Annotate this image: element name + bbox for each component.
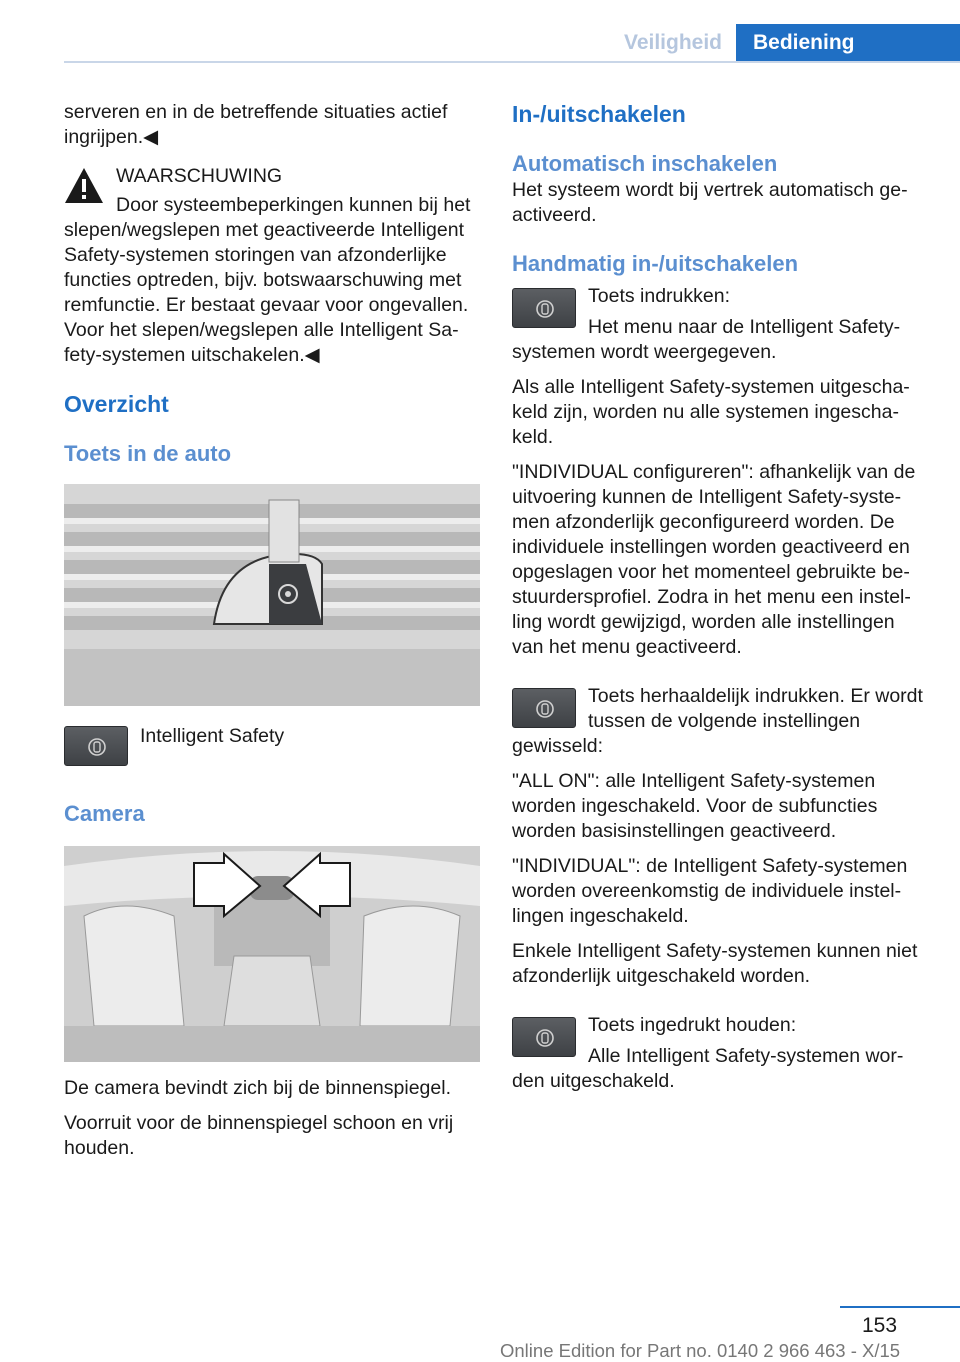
heading-automatisch-inschakelen: Automatisch inschakelen (512, 151, 778, 176)
intelligent-safety-icon (87, 737, 107, 757)
hold-title: Toets ingedrukt houden: (588, 1014, 797, 1036)
press-title: Toets indrukken: (588, 285, 730, 307)
heading-handmatig: Handmatig in-/uitschakelen (512, 251, 799, 276)
camera-clean-text: Voorruit voor de binnenspiegel schoon en vrij houden. (64, 1112, 454, 1159)
header-rule (64, 61, 960, 63)
all-off-text: Als alle Intelligent Safety-systemen uitgescha-keld zijn, worden nu alle systemen ingescha-keld. (512, 376, 910, 448)
button-image-repeat (512, 688, 576, 728)
button-image-press (512, 288, 576, 328)
heading-overzicht: Overzicht (64, 391, 169, 417)
intro-text: serveren en in de betreffende situaties actief ingrijpen.◀ (64, 101, 448, 148)
camera-location-text: De camera bevindt zich bij de binnenspiegel. (64, 1077, 451, 1099)
intelligent-safety-icon (535, 299, 555, 319)
dashboard-button-photo (64, 484, 480, 706)
hold-block (512, 1013, 928, 1094)
auto-text: Het systeem wordt bij vertrek automatisch ge-activeerd. (512, 179, 908, 226)
repeat-text: Toets herhaaldelijk indrukken. Er wordt tussen de volgende instellingen gewisseld: (512, 685, 923, 757)
page-number: 153 (862, 1314, 898, 1337)
intelligent-safety-icon (535, 699, 555, 719)
intelligent-safety-button-image (64, 726, 128, 766)
heading-camera: Camera (64, 801, 145, 826)
left-column (64, 100, 482, 1171)
warning-triangle-icon (64, 166, 104, 206)
warning-text: Door systeembeperkingen kunnen bij het slepen/wegslepen met geactiveerde Intelligent Safety-systemen storingen van afzonderlijke functies optreden, bijv. botswaarschuwing met remfunctie. Er bestaat gevaar voor ongevallen. Voor het slepen/wegslepen alle Intelligent Sa-fety-systemen uitschakelen.◀ (64, 194, 471, 366)
tab-bediening[interactable]: Bediening (736, 24, 960, 61)
heading-toets-in-de-auto: Toets in de auto (64, 441, 232, 466)
interior-illustration (64, 846, 480, 1062)
button-image-hold (512, 1017, 576, 1057)
hold-text: Alle Intelligent Safety-systemen wor-den uitgeschakeld. (512, 1045, 904, 1092)
button-caption: Intelligent Safety (140, 725, 285, 747)
button-caption-row (64, 724, 482, 772)
press-block (512, 284, 928, 365)
warning-block (64, 164, 482, 368)
heading-in-uitschakelen: In-/uitschakelen (512, 101, 686, 127)
camera-interior-photo (64, 846, 480, 1062)
intelligent-safety-icon (535, 1028, 555, 1048)
some-systems-text: Enkele Intelligent Safety-systemen kunnen niet afzonderlijk uitgeschakeld worden. (512, 940, 918, 987)
tab-veiligheid[interactable]: Veiligheid (623, 31, 723, 54)
repeat-block (512, 684, 928, 759)
press-text: Het menu naar de Intelligent Safety-systemen wordt weergegeven. (512, 316, 901, 363)
all-on-text: "ALL ON": alle Intelligent Safety-systemen worden ingeschakeld. Voor de subfuncties worden basisinstellingen geactiveerd. (512, 770, 878, 842)
edition-text: Online Edition for Part no. 0140 2 966 463 - X/15 (500, 1340, 901, 1361)
warning-title: WAARSCHUWING (116, 165, 283, 187)
footer-rule (840, 1306, 960, 1308)
dashboard-illustration (64, 484, 480, 706)
individual-text: "INDIVIDUAL": de Intelligent Safety-systemen worden overeenkomstig de individuele instel-lingen ingeschakeld. (512, 855, 908, 927)
right-column (512, 100, 928, 1104)
individual-config-text: "INDIVIDUAL configureren": afhankelijk van de uitvoering kunnen de Intelligent Safety-syste-men afzonderlijk geconfigureerd worden. De individuele instellingen worden geactiveerd en opgeslagen voor het momenteel gebruikte be-stuurdersprofiel. Zodra in het menu een instel-ling wordt gewijzigd, worden alle instellingen van het menu geactiveerd. (512, 461, 916, 658)
